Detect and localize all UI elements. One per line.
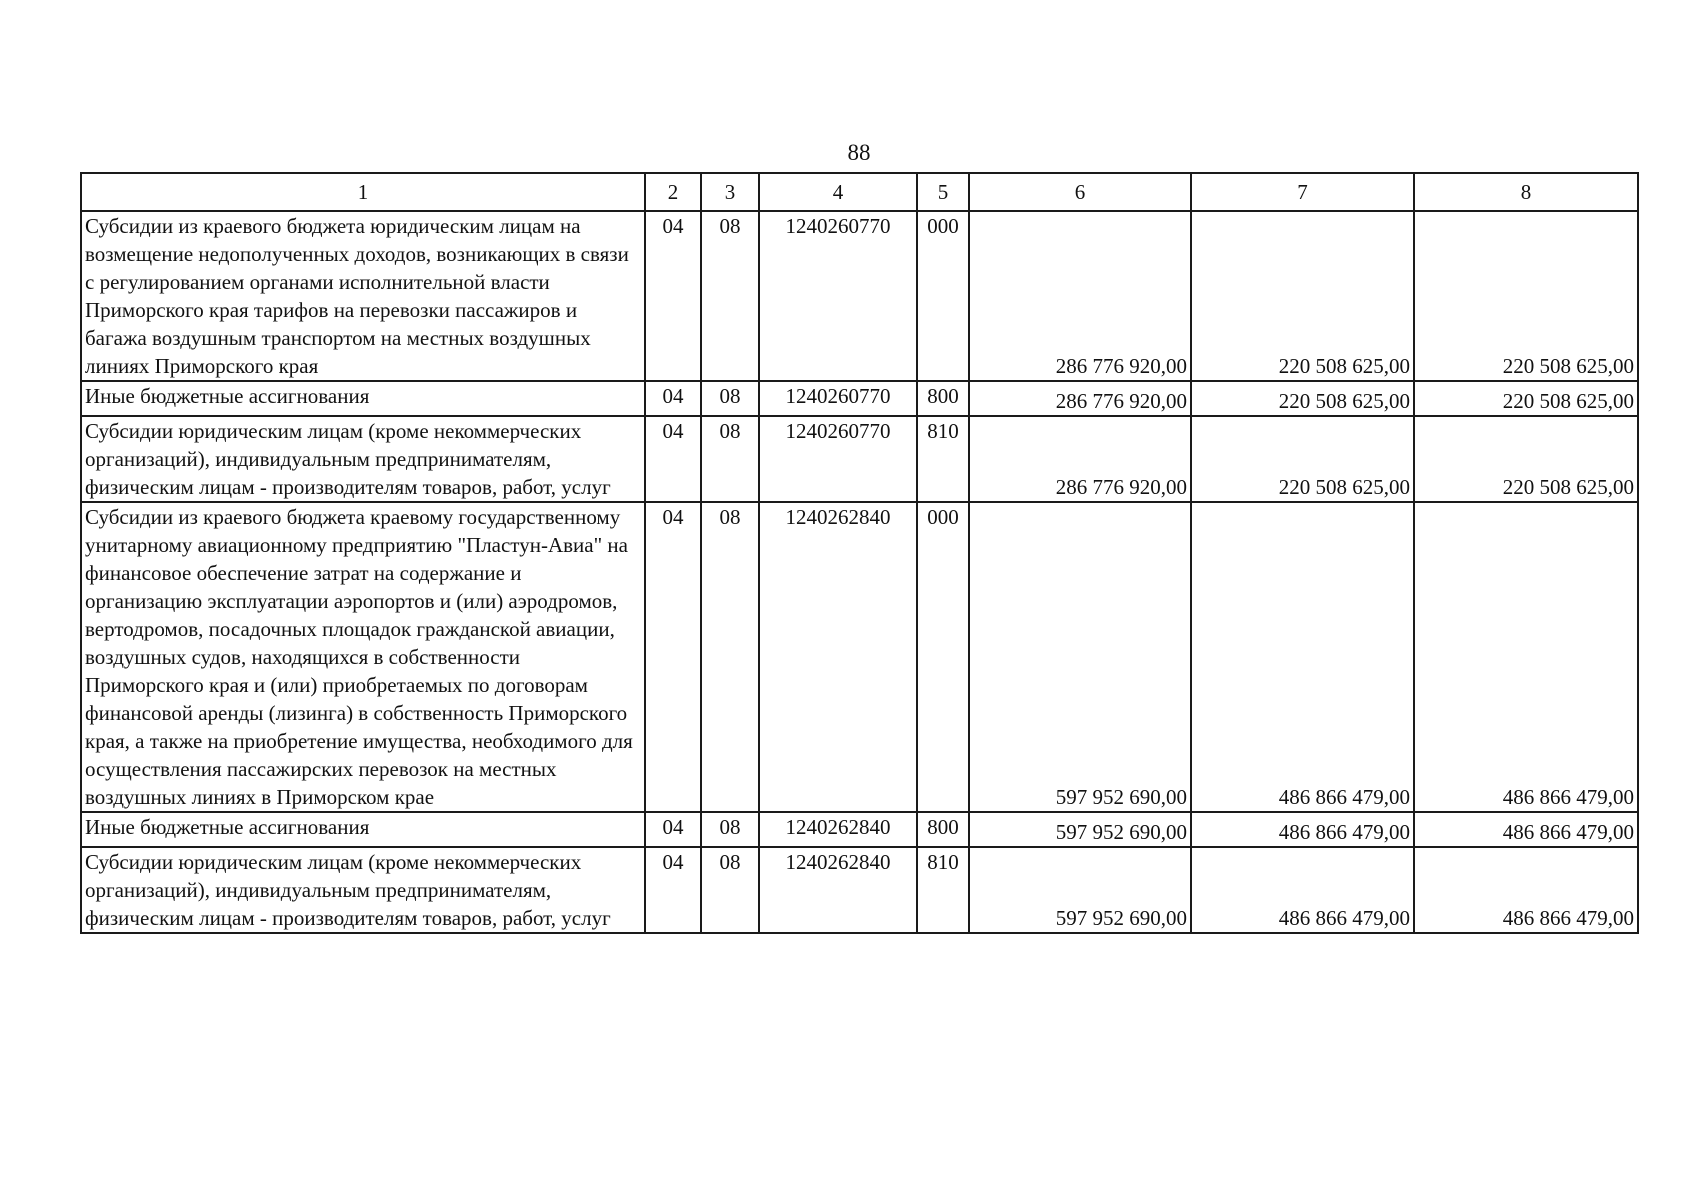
row-amount-7: 486 866 479,00	[1191, 502, 1414, 812]
header-row	[81, 173, 1638, 211]
table-row	[81, 812, 1638, 847]
row-name: Субсидии из краевого бюджета юридическим лицам на возмещение недополученных доходов, возникающих в связи с регулированием органами исполнительной власти Приморского края тарифов на перевозки пассажиров и багажа воздушным транспортом на местных воздушных линиях Приморского края	[81, 211, 645, 381]
row-name: Субсидии юридическим лицам (кроме некоммерческих организаций), индивидуальным предпринимателям, физическим лицам - производителям товаров, работ, услуг	[81, 416, 645, 502]
row-expense-type: 800	[917, 812, 969, 847]
row-name: Субсидии юридическим лицам (кроме некоммерческих организаций), индивидуальным предпринимателям, физическим лицам - производителям товаров, работ, услуг	[81, 847, 645, 933]
row-amount-6: 597 952 690,00	[969, 812, 1191, 847]
row-subsection: 08	[701, 847, 759, 933]
row-target: 1240260770	[759, 211, 917, 381]
row-target: 1240260770	[759, 381, 917, 416]
header-cell: 4	[759, 173, 917, 211]
row-target: 1240262840	[759, 847, 917, 933]
row-amount-6: 597 952 690,00	[969, 502, 1191, 812]
row-target: 1240260770	[759, 416, 917, 502]
row-amount-8: 220 508 625,00	[1414, 211, 1638, 381]
header-cell: 2	[645, 173, 701, 211]
row-amount-8: 220 508 625,00	[1414, 381, 1638, 416]
header-cell: 8	[1414, 173, 1638, 211]
row-amount-8: 486 866 479,00	[1414, 847, 1638, 933]
row-section: 04	[645, 812, 701, 847]
row-amount-8: 220 508 625,00	[1414, 416, 1638, 502]
row-subsection: 08	[701, 812, 759, 847]
page-number: 88	[847, 140, 871, 165]
row-amount-7: 220 508 625,00	[1191, 416, 1414, 502]
row-subsection: 08	[701, 502, 759, 812]
row-expense-type: 800	[917, 381, 969, 416]
header-cell: 7	[1191, 173, 1414, 211]
row-subsection: 08	[701, 211, 759, 381]
row-amount-7: 220 508 625,00	[1191, 381, 1414, 416]
row-amount-7: 486 866 479,00	[1191, 847, 1414, 933]
header-cell: 3	[701, 173, 759, 211]
row-expense-type: 000	[917, 211, 969, 381]
row-amount-8: 486 866 479,00	[1414, 502, 1638, 812]
row-section: 04	[645, 381, 701, 416]
table-row	[81, 381, 1638, 416]
row-amount-7: 486 866 479,00	[1191, 812, 1414, 847]
table-row	[81, 847, 1638, 933]
row-section: 04	[645, 211, 701, 381]
row-expense-type: 810	[917, 847, 969, 933]
header-cell: 6	[969, 173, 1191, 211]
row-amount-6: 286 776 920,00	[969, 211, 1191, 381]
table-row	[81, 211, 1638, 381]
row-subsection: 08	[701, 381, 759, 416]
row-name: Иные бюджетные ассигнования	[81, 812, 645, 847]
row-amount-8: 486 866 479,00	[1414, 812, 1638, 847]
header-cell: 5	[917, 173, 969, 211]
table-row	[81, 502, 1638, 812]
row-expense-type: 000	[917, 502, 969, 812]
row-section: 04	[645, 847, 701, 933]
row-target: 1240262840	[759, 502, 917, 812]
row-target: 1240262840	[759, 812, 917, 847]
row-name: Иные бюджетные ассигнования	[81, 381, 645, 416]
row-section: 04	[645, 502, 701, 812]
row-section: 04	[645, 416, 701, 502]
row-expense-type: 810	[917, 416, 969, 502]
row-amount-7: 220 508 625,00	[1191, 211, 1414, 381]
table-row	[81, 416, 1638, 502]
row-name: Субсидии из краевого бюджета краевому государственному унитарному авиационному предприятию "Пластун-Авиа" на финансовое обеспечение затрат на содержание и организацию эксплуатации аэропортов и (или) аэродромов, вертодромов, посадочных площадок гражданской авиации, воздушных судов, находящихся в собственности Приморского края и (или) приобретаемых по договорам финансовой аренды (лизинга) в собственность Приморского края, а также на приобретение имущества, необходимого для осуществления пассажирских перевозок на местных воздушных линиях в Приморском крае	[81, 502, 645, 812]
budget-table	[80, 172, 1639, 934]
row-subsection: 08	[701, 416, 759, 502]
header-cell: 1	[81, 173, 645, 211]
row-amount-6: 597 952 690,00	[969, 847, 1191, 933]
row-amount-6: 286 776 920,00	[969, 416, 1191, 502]
row-amount-6: 286 776 920,00	[969, 381, 1191, 416]
